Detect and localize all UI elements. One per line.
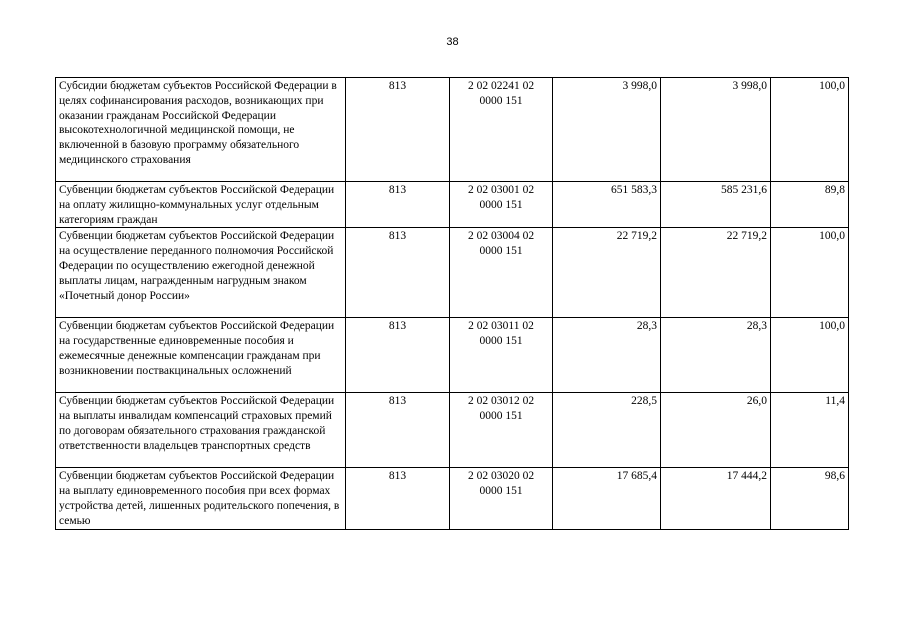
budget-code-cell <box>450 228 553 318</box>
row-name-cell: Субвенции бюджетам субъектов Российской Федерации на государственные единовременные пособия и ежемесячные денежные компенсации гражданам при возникновении поствакцинальных осложнений <box>56 318 346 393</box>
percent-cell: 11,4 <box>771 393 849 468</box>
plan-amount-cell: 22 719,2 <box>553 228 661 318</box>
table-row <box>56 182 849 228</box>
admin-code-cell: 813 <box>346 78 450 182</box>
actual-amount-cell: 585 231,6 <box>661 182 771 228</box>
budget-code-line2: 0000 151 <box>479 335 523 348</box>
plan-amount-cell: 17 685,4 <box>553 468 661 529</box>
budget-code-line2: 0000 151 <box>479 198 523 211</box>
budget-table <box>55 77 849 530</box>
budget-code-line1: 2 02 03001 02 <box>467 184 535 196</box>
plan-amount-cell: 228,5 <box>553 393 661 468</box>
budget-code-line1: 2 02 03004 02 <box>467 230 535 243</box>
percent-cell: 100,0 <box>771 78 849 182</box>
percent-cell: 100,0 <box>771 228 849 318</box>
budget-code-cell <box>450 393 553 468</box>
admin-code-cell: 813 <box>346 228 450 318</box>
table-row <box>56 468 849 529</box>
budget-code-line1: 2 02 03012 02 <box>467 395 535 408</box>
budget-code-line1: 2 02 03011 02 <box>468 320 534 333</box>
actual-amount-cell: 3 998,0 <box>661 78 771 182</box>
table-row <box>56 318 849 393</box>
budget-code-line2: 0000 151 <box>479 94 523 107</box>
table-row <box>56 228 849 318</box>
budget-code-line2: 0000 151 <box>479 485 523 498</box>
admin-code-cell: 813 <box>346 468 450 529</box>
admin-code-cell: 813 <box>346 393 450 468</box>
actual-amount-cell: 28,3 <box>661 318 771 393</box>
row-name-cell: Субсидии бюджетам субъектов Российской Федерации в целях софинансирования расходов, возникающих при оказании гражданам Российской Федерации высокотехнологичной медицинской помощи, не включенной в базовую программу обязательного медицинского страхования <box>56 78 346 182</box>
table-row <box>56 393 849 468</box>
plan-amount-cell: 3 998,0 <box>553 78 661 182</box>
budget-code-cell <box>450 182 553 228</box>
budget-code-line1: 2 02 02241 02 <box>467 80 535 92</box>
budget-code-cell <box>450 318 553 393</box>
actual-amount-cell: 26,0 <box>661 393 771 468</box>
page-number: 38 <box>446 36 459 48</box>
table-row <box>56 78 849 182</box>
plan-amount-cell: 28,3 <box>553 318 661 393</box>
plan-amount-cell: 651 583,3 <box>553 182 661 228</box>
budget-code-line1: 2 02 03020 02 <box>467 470 535 483</box>
admin-code-cell: 813 <box>346 318 450 393</box>
row-name-cell: Субвенции бюджетам субъектов Российской Федерации на выплату единовременного пособия при всех формах устройства детей, лишенных родительского попечения, в семью <box>56 468 346 529</box>
budget-code-cell <box>450 468 553 529</box>
actual-amount-cell: 17 444,2 <box>661 468 771 529</box>
percent-cell: 100,0 <box>771 318 849 393</box>
budget-code-line2: 0000 151 <box>479 410 523 423</box>
actual-amount-cell: 22 719,2 <box>661 228 771 318</box>
admin-code-cell: 813 <box>346 182 450 228</box>
budget-code-cell <box>450 78 553 182</box>
percent-cell: 98,6 <box>771 468 849 529</box>
budget-code-line2: 0000 151 <box>479 245 523 258</box>
percent-cell: 89,8 <box>771 182 849 228</box>
row-name-cell: Субвенции бюджетам субъектов Российской Федерации на оплату жилищно-коммунальных услуг отдельным категориям граждан <box>56 182 346 228</box>
row-name-cell: Субвенции бюджетам субъектов Российской Федерации на осуществление переданного полномочия Российской Федерации по осуществлению ежегодной денежной выплаты лицам, награжденным нагрудным знаком «Почетный донор России» <box>56 228 346 318</box>
row-name-cell: Субвенции бюджетам субъектов Российской Федерации на выплаты инвалидам компенсаций страховых премий по договорам обязательного страхования гражданской ответственности владельцев транспортных средств <box>56 393 346 468</box>
